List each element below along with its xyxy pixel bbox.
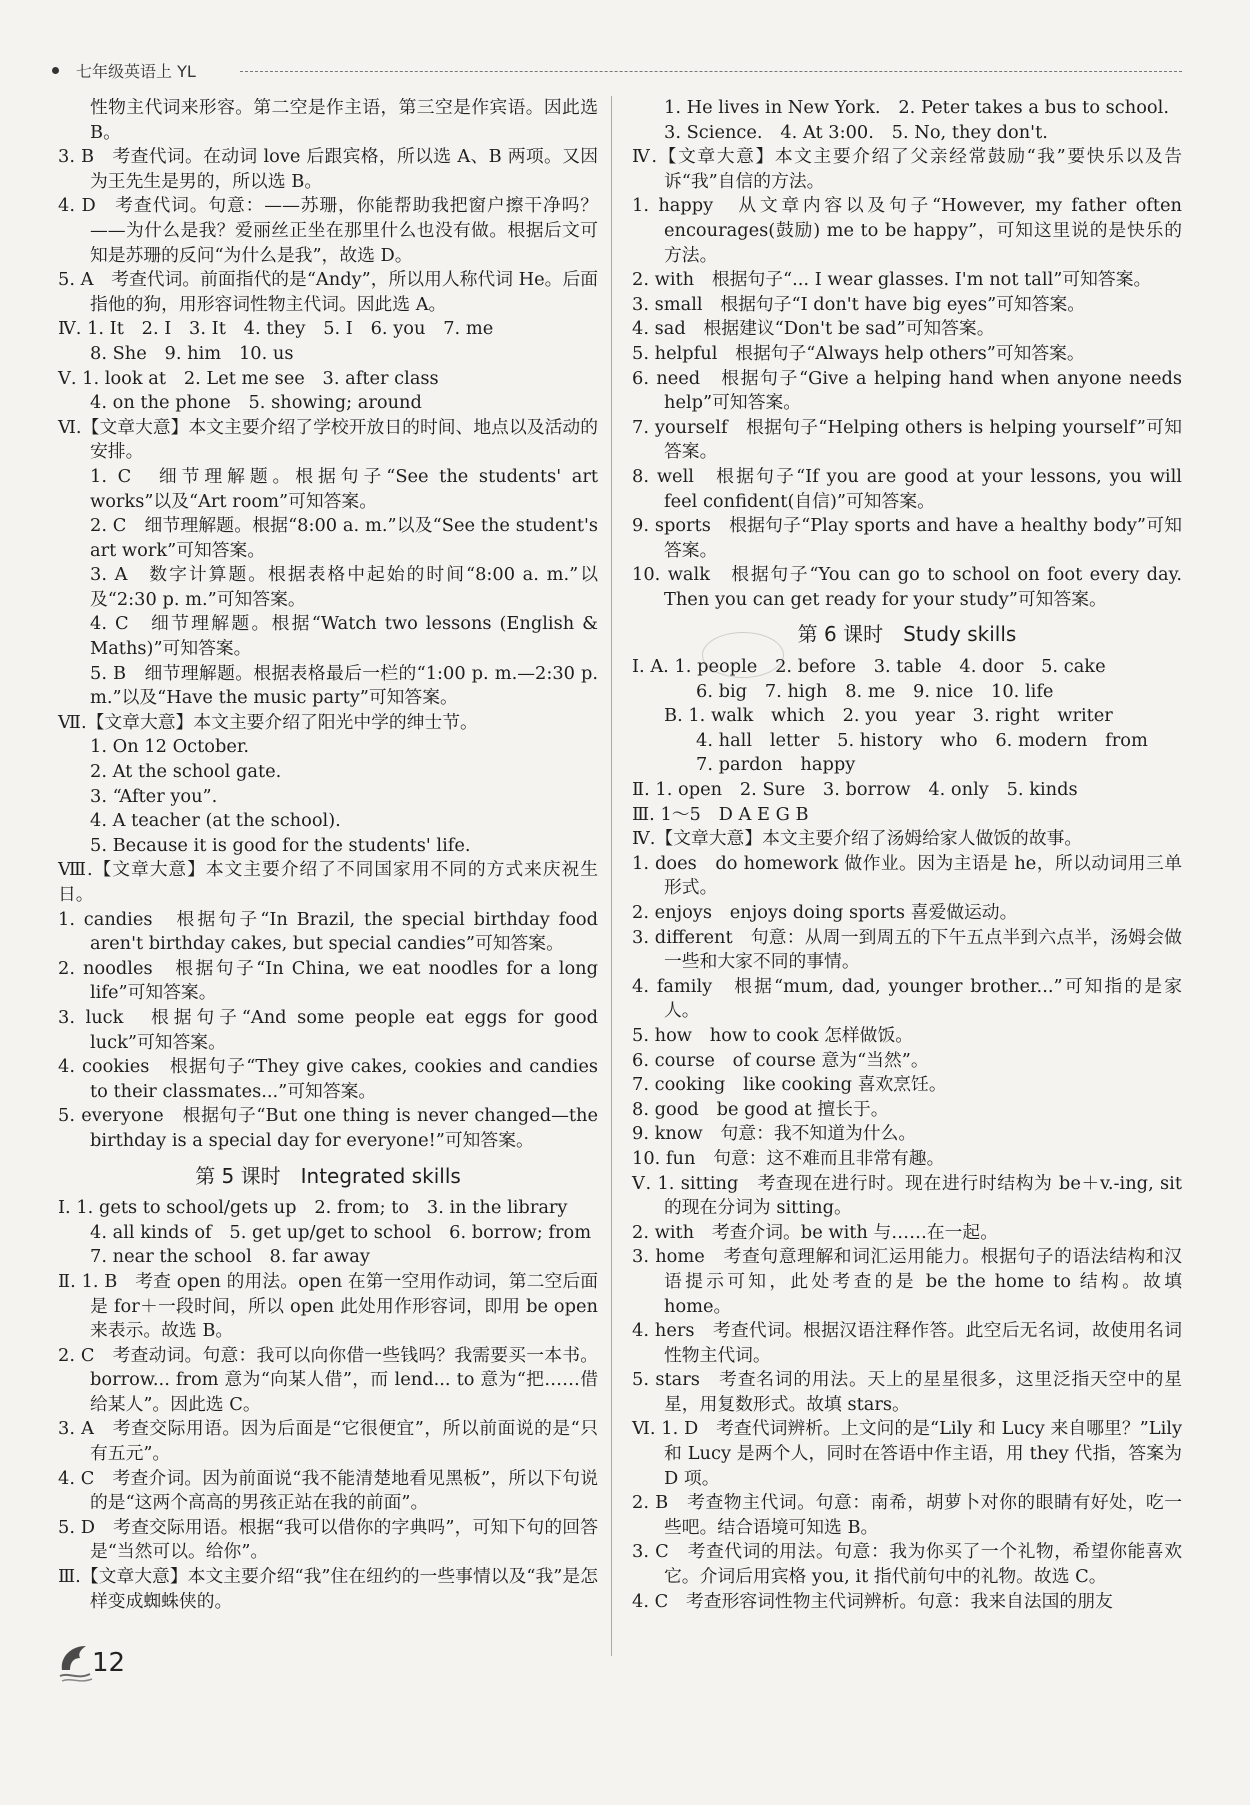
answer-line: 9. sports 根据句子“Play sports and have a healthy body”可知答案。 xyxy=(632,515,1182,561)
answer-line: 5. how how to cook 怎样做饭。 xyxy=(632,1024,914,1046)
answer-line: B. 1. walk which 2. you year 3. right writer xyxy=(664,705,1113,727)
answer-line: Ⅲ.【文章大意】本文主要介绍“我”住在纽约的一些事情以及“我”是怎样变成蜘蛛侠的。 xyxy=(58,1566,598,1612)
answer-line: 4. all kinds of 5. get up/get to school 6. borrow; from xyxy=(90,1221,592,1243)
answer-line: Ⅳ. 1. It 2. I 3. It 4. they 5. I 6. you 7. me xyxy=(58,318,494,340)
answer-line: 4. D 考查代词。句意：——苏珊，你能帮助我把窗户擦干净吗？——为什么是我？爱丽丝正坐在那里什么也没有做。根据后文可知是苏珊的反问“为什么是我”，故选 D。 xyxy=(58,195,598,266)
answer-line: Ⅰ. 1. gets to school/gets up 2. from; to 3. in the library xyxy=(58,1197,568,1219)
answer-line: 4. A teacher (at the school). xyxy=(90,810,341,832)
answer-line: 2. noodles 根据句子“In China, we eat noodles for a long life”可知答案。 xyxy=(58,957,598,1004)
watermark-stamp xyxy=(702,632,784,678)
dolphin-logo-icon xyxy=(56,1640,96,1684)
answer-line: 8. good be good at 擅长于。 xyxy=(632,1098,889,1120)
answer-line: 8. She 9. him 10. us xyxy=(90,342,294,364)
answer-line: 6. need 根据句子“Give a helping hand when anyone needs help”可知答案。 xyxy=(632,367,1182,414)
answer-line: 4. hall letter 5. history who 6. modern from xyxy=(696,729,1148,751)
section-title: 第 5 课时 Integrated skills xyxy=(195,1163,461,1188)
answer-line: 1. C 细节理解题。根据句子“See the students' art works”以及“Art room”可知答案。 xyxy=(90,465,598,512)
section-title: 第 6 课时 Study skills xyxy=(797,622,1017,647)
answer-line: 3. A 考查交际用语。因为后面是“它很便宜”，所以前面说的是“只有五元”。 xyxy=(58,1418,598,1465)
answer-line: 3. home 考查句意理解和词汇运用能力。根据句子的语法结构和汉语提示可知，此处考查的是 be the home to 结构。故填 home。 xyxy=(632,1246,1182,1317)
answer-line: 5. stars 考查名词的用法。天上的星星很多，这里泛指天空中的星星，用复数形式。故填 stars。 xyxy=(632,1369,1182,1415)
answer-line: Ⅲ. 1～5 D A E G B xyxy=(632,803,809,825)
answer-line: 9. know 句意：我不知道为什么。 xyxy=(632,1123,917,1145)
answer-line: 5. helpful 根据句子“Always help others”可知答案。 xyxy=(632,342,1085,364)
answer-line: 2. enjoys enjoys doing sports 喜爱做运动。 xyxy=(632,902,1018,923)
answer-line: 3. small 根据句子“I don't have big eyes”可知答案。 xyxy=(632,293,1086,315)
page-header xyxy=(42,58,1182,84)
answer-line: 性物主代词来形容。第二空是作主语，第三空是作宾语。因此选 B。 xyxy=(90,97,598,143)
answer-line: 10. walk 根据句子“You can go to school on foot every day. Then you can get ready for your study”可知答案。 xyxy=(632,564,1182,610)
answer-line: 4. C 考查形容词性物主代词辨析。句意：我来自法国的朋友 xyxy=(632,1590,1113,1612)
answer-line: Ⅱ. 1. B 考查 open 的用法。open 在第一空用作动词，第二空后面是 for＋一段时间，所以 open 此处用作形容词，即用 be open 来表示。故选 B。 xyxy=(58,1270,598,1342)
answer-line: 2. with 根据句子“... I wear glasses. I'm not tall”可知答案。 xyxy=(632,269,1152,291)
answer-line: 6. big 7. high 8. me 9. nice 10. life xyxy=(696,680,1054,702)
answer-line: 1. happy 从文章内容以及句子“However, my father often encourages(鼓励) me to be happy”，可知这里说的是快乐的方法。 xyxy=(632,195,1182,266)
answer-line: 4. C 考查介词。因为前面说“我不能清楚地看见黑板”，所以下句说的是“这两个高高的男孩正站在我的前面”。 xyxy=(58,1467,598,1514)
answer-line: 1. candies 根据句子“In Brazil, the special birthday food aren't birthday cakes, but special candies”可知答案。 xyxy=(58,908,598,955)
answer-line: 2. C 考查动词。句意：我可以向你借一些钱吗？我需要买一本书。borrow... from 意为“向某人借”，而 lend... to 意为“把……借给某人”。因此选 C。 xyxy=(58,1344,598,1415)
answer-line: 7. near the school 8. far away xyxy=(90,1246,370,1268)
answer-line: Ⅰ. A. 1. people 2. before 3. table 4. door 5. cake xyxy=(632,656,1106,678)
answer-line: 7. yourself 根据句子“Helping others is helping yourself”可知答案。 xyxy=(632,416,1182,463)
answer-line: 2. At the school gate. xyxy=(90,761,282,783)
answer-line: 3. A 数字计算题。根据表格中起始的时间“8:00 a. m.”以及“2:30 p. m.”可知答案。 xyxy=(90,564,598,610)
left-column xyxy=(58,96,598,1614)
answer-line: 5. Because it is good for the students' life. xyxy=(90,834,471,856)
answer-line: Ⅳ.【文章大意】本文主要介绍了父亲经常鼓励“我”要快乐以及告诉“我”自信的方法。 xyxy=(632,146,1182,192)
answer-line: 3. different 句意：从周一到周五的下午五点半到六点半，汤姆会做一些和大家不同的事情。 xyxy=(632,926,1182,973)
answer-line: Ⅶ.【文章大意】本文主要介绍了阳光中学的绅士节。 xyxy=(58,711,478,733)
answer-line: 1. does do homework 做作业。因为主语是 he，所以动词用三单形式。 xyxy=(632,852,1182,899)
answer-line: 5. A 考查代词。前面指代的是“Andy”，所以用人称代词 He。后面指他的狗，用形容词性物主代词。因此选 A。 xyxy=(58,269,599,315)
answer-line: 4. family 根据“mum, dad, younger brother...”可知指的是家人。 xyxy=(632,975,1182,1022)
answer-line: 4. on the phone 5. showing; around xyxy=(90,392,422,414)
answer-line: 2. C 细节理解题。根据“8:00 a. m.”以及“See the student's art work”可知答案。 xyxy=(90,515,598,561)
answer-line: Ⅵ. 1. D 考查代词辨析。上文问的是“Lily 和 Lucy 来自哪里？”Lily 和 Lucy 是两个人，同时在答语中作主语，用 they 代指，答案为 D 项。 xyxy=(632,1418,1182,1489)
answer-line: 5. B 细节理解题。根据表格最后一栏的“1:00 p. m.—2:30 p. m.”以及“Have the music party”可知答案。 xyxy=(90,662,598,709)
answer-line: 3. Science. 4. At 3:00. 5. No, they don't. xyxy=(664,121,1048,143)
bullet-icon xyxy=(52,67,59,74)
answer-line: 6. course of course 意为“当然”。 xyxy=(632,1049,929,1071)
answer-line: Ⅴ. 1. look at 2. Let me see 3. after class xyxy=(58,367,439,389)
page-number: 12 xyxy=(92,1648,126,1678)
column-divider xyxy=(611,96,612,1656)
answer-line: Ⅷ.【文章大意】本文主要介绍了不同国家用不同的方式来庆祝生日。 xyxy=(58,859,598,905)
answer-line: 2. B 考查物主代词。句意：南希，胡萝卜对你的眼睛有好处，吃一些吧。结合语境可知选 B。 xyxy=(632,1492,1182,1538)
answer-line: 3. luck 根据句子“And some people eat eggs for good luck”可知答案。 xyxy=(58,1006,598,1053)
answer-line: 7. pardon happy xyxy=(696,754,856,776)
answer-line: Ⅳ.【文章大意】本文主要介绍了汤姆给家人做饭的故事。 xyxy=(632,828,1083,850)
answer-line: Ⅵ.【文章大意】本文主要介绍了学校开放日的时间、地点以及活动的安排。 xyxy=(58,416,598,463)
answer-line: 4. C 细节理解题。根据“Watch two lessons (English & Maths)”可知答案。 xyxy=(90,613,598,660)
answer-line: 5. D 考查交际用语。根据“我可以借你的字典吗”，可知下句的回答是“当然可以。给你”。 xyxy=(58,1516,598,1563)
answer-line: 7. cooking like cooking 喜欢烹饪。 xyxy=(632,1074,947,1096)
header-rule xyxy=(240,71,1182,72)
answer-line: Ⅴ. 1. sitting 考查现在进行时。现在进行时结构为 be＋v.-ing, sit 的现在分词为 sitting。 xyxy=(632,1172,1182,1219)
answer-line: 4. sad 根据建议“Don't be sad”可知答案。 xyxy=(632,318,995,340)
answer-line: 3. “After you”. xyxy=(90,785,218,807)
header-title: 七年级英语上 YL xyxy=(76,62,196,81)
answer-line: 10. fun 句意：这不难而且非常有趣。 xyxy=(632,1147,945,1169)
answer-line: 8. well 根据句子“If you are good at your lessons, you will feel confident(自信)”可知答案。 xyxy=(632,465,1182,512)
answer-line: 4. hers 考查代词。根据汉语注释作答。此空后无名词，故使用名词性物主代词。 xyxy=(632,1320,1182,1366)
right-column xyxy=(632,96,1182,1614)
answer-line: 2. with 考查介词。be with 与……在一起。 xyxy=(632,1221,998,1243)
answer-line: 5. everyone 根据句子“But one thing is never changed—the birthday is a special day for everyone!”可知答案。 xyxy=(58,1105,598,1151)
answer-line: 1. He lives in New York. 2. Peter takes a bus to school. xyxy=(664,97,1169,118)
answer-line: 4. cookies 根据句子“They give cakes, cookies and candies to their classmates...”可知答案。 xyxy=(58,1056,598,1102)
answer-line: 1. On 12 October. xyxy=(90,736,250,758)
answer-line: 3. C 考查代词的用法。句意：我为你买了一个礼物，希望你能喜欢它。介词后用宾格 you, it 指代前句中的礼物。故选 C。 xyxy=(632,1541,1182,1588)
answer-line: Ⅱ. 1. open 2. Sure 3. borrow 4. only 5. kinds xyxy=(632,779,1078,801)
answer-line: 3. B 考查代词。在动词 love 后跟宾格，所以选 A、B 两项。又因为王先生是男的，所以选 B。 xyxy=(58,146,598,192)
